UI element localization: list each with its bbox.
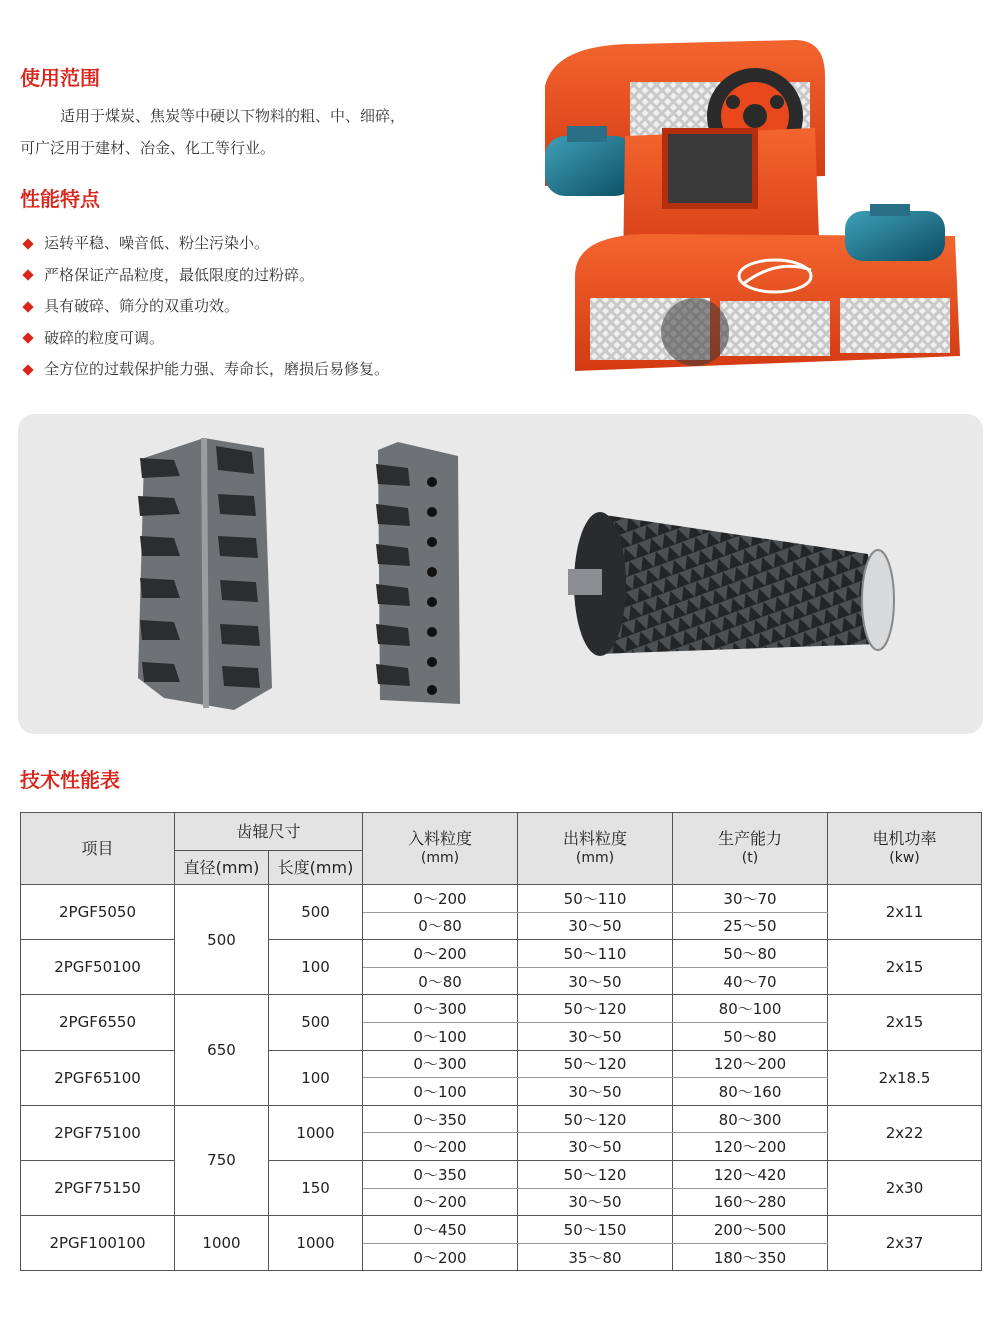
feed-cell: 0～100 xyxy=(363,1022,518,1050)
header-diameter: 直径(mm) xyxy=(175,851,269,885)
feed-cell: 0～350 xyxy=(363,1160,518,1188)
feed-cell: 0～80 xyxy=(363,912,518,940)
power-cell: 2x18.5 xyxy=(828,1050,982,1105)
feature-item xyxy=(22,291,389,323)
feed-cell: 0～200 xyxy=(363,1188,518,1216)
feed-cell: 0～350 xyxy=(363,1105,518,1133)
length-cell: 150 xyxy=(269,1160,363,1215)
diameter-cell: 650 xyxy=(175,995,269,1105)
header-capacity-label: 生产能力 xyxy=(718,829,783,848)
bullet-diamond-icon xyxy=(22,333,33,344)
capacity-cell: 120～200 xyxy=(673,1050,828,1078)
capacity-cell: 180～350 xyxy=(673,1243,828,1271)
length-cell: 1000 xyxy=(269,1105,363,1160)
toothed-roller-image xyxy=(568,494,913,669)
feature-item xyxy=(22,323,389,355)
model-name: 2PGF5050 xyxy=(21,885,175,940)
output-cell: 30～50 xyxy=(518,1188,673,1216)
output-cell: 30～50 xyxy=(518,1022,673,1050)
feature-text: 严格保证产品粒度，最低限度的过粉碎。 xyxy=(44,265,315,284)
header-capacity-unit: (t) xyxy=(741,850,759,866)
header-power-unit: (kw) xyxy=(889,850,920,866)
header-capacity xyxy=(673,813,828,885)
feature-item xyxy=(22,260,389,292)
feed-cell: 0～200 xyxy=(363,940,518,968)
roller-parts-gallery xyxy=(18,414,983,734)
feed-cell: 0～200 xyxy=(363,885,518,913)
power-cell: 2x15 xyxy=(828,995,982,1050)
table-row xyxy=(21,1050,982,1078)
capacity-cell: 160～280 xyxy=(673,1188,828,1216)
bullet-diamond-icon xyxy=(22,238,33,249)
power-cell: 2x15 xyxy=(828,940,982,995)
tooth-plate-image xyxy=(134,438,274,718)
usage-description xyxy=(20,100,490,164)
header-motor-power xyxy=(828,813,982,885)
header-roller-size: 齿辊尺寸 xyxy=(175,813,363,851)
power-cell: 2x37 xyxy=(828,1216,982,1271)
capacity-cell: 30～70 xyxy=(673,885,828,913)
model-name: 2PGF65100 xyxy=(21,1050,175,1105)
feature-text: 具有破碎、筛分的双重功效。 xyxy=(44,297,240,315)
spec-table xyxy=(20,812,982,1271)
output-cell: 35～80 xyxy=(518,1243,673,1271)
table-row xyxy=(21,940,982,968)
usage-line-1: 适用于煤炭、焦炭等中硬以下物料的粗、中、细碎， xyxy=(60,107,406,125)
length-cell: 500 xyxy=(269,885,363,940)
output-cell: 50～120 xyxy=(518,1160,673,1188)
capacity-cell: 200～500 xyxy=(673,1216,828,1244)
feed-cell: 0～200 xyxy=(363,1133,518,1161)
spec-table-title: 技术性能表 xyxy=(20,768,120,792)
diameter-cell: 750 xyxy=(175,1105,269,1215)
header-output-unit: (mm) xyxy=(575,850,615,866)
header-feed-unit: (mm) xyxy=(420,850,460,866)
length-cell: 1000 xyxy=(269,1216,363,1271)
table-row xyxy=(21,1216,982,1244)
capacity-cell: 80～160 xyxy=(673,1078,828,1106)
bullet-diamond-icon xyxy=(22,364,33,375)
output-cell: 50～150 xyxy=(518,1216,673,1244)
header-length: 长度(mm) xyxy=(269,851,363,885)
diameter-cell: 1000 xyxy=(175,1216,269,1271)
diameter-cell: 500 xyxy=(175,885,269,995)
output-cell: 50～120 xyxy=(518,1050,673,1078)
length-cell: 100 xyxy=(269,940,363,995)
power-cell: 2x30 xyxy=(828,1160,982,1215)
length-cell: 500 xyxy=(269,995,363,1050)
bullet-diamond-icon xyxy=(22,270,33,281)
output-cell: 30～50 xyxy=(518,912,673,940)
capacity-cell: 80～100 xyxy=(673,995,828,1023)
power-cell: 2x22 xyxy=(828,1105,982,1160)
feed-cell: 0～100 xyxy=(363,1078,518,1106)
capacity-cell: 50～80 xyxy=(673,940,828,968)
capacity-cell: 50～80 xyxy=(673,1022,828,1050)
bullet-diamond-icon xyxy=(22,301,33,312)
output-cell: 50～110 xyxy=(518,885,673,913)
capacity-cell: 25～50 xyxy=(673,912,828,940)
feed-cell: 0～300 xyxy=(363,995,518,1023)
table-row xyxy=(21,995,982,1023)
features-title: 性能特点 xyxy=(20,187,100,211)
capacity-cell: 40～70 xyxy=(673,967,828,995)
feed-cell: 0～80 xyxy=(363,967,518,995)
usage-title: 使用范围 xyxy=(20,66,100,90)
feed-cell: 0～450 xyxy=(363,1216,518,1244)
model-name: 2PGF6550 xyxy=(21,995,175,1050)
header-power-label: 电机功率 xyxy=(872,829,937,848)
table-row xyxy=(21,885,982,913)
table-row xyxy=(21,1105,982,1133)
table-row xyxy=(21,1160,982,1188)
model-name: 2PGF75150 xyxy=(21,1160,175,1215)
output-cell: 30～50 xyxy=(518,1078,673,1106)
feed-cell: 0～200 xyxy=(363,1243,518,1271)
feature-item xyxy=(22,228,389,260)
header-feed-size xyxy=(363,813,518,885)
feature-text: 全方位的过载保护能力强、寿命长，磨损后易修复。 xyxy=(44,360,390,378)
feature-text: 运转平稳、噪音低、粉尘污染小。 xyxy=(44,234,270,252)
capacity-cell: 80～300 xyxy=(673,1105,828,1133)
features-list xyxy=(22,228,389,386)
model-name: 2PGF50100 xyxy=(21,940,175,995)
header-item: 项目 xyxy=(21,813,175,885)
header-feed-label: 入料粒度 xyxy=(408,829,473,848)
output-cell: 50～120 xyxy=(518,995,673,1023)
power-cell: 2x11 xyxy=(828,885,982,940)
feature-text: 破碎的粒度可调。 xyxy=(44,328,165,347)
feed-cell: 0～300 xyxy=(363,1050,518,1078)
output-cell: 30～50 xyxy=(518,1133,673,1161)
output-cell: 50～110 xyxy=(518,940,673,968)
length-cell: 100 xyxy=(269,1050,363,1105)
side-tooth-plate-image xyxy=(374,442,464,707)
capacity-cell: 120～200 xyxy=(673,1133,828,1161)
output-cell: 30～50 xyxy=(518,967,673,995)
usage-line-2: 可广泛用于建材、冶金、化工等行业。 xyxy=(20,139,276,157)
output-cell: 50～120 xyxy=(518,1105,673,1133)
feature-item xyxy=(22,354,389,386)
header-output-label: 出料粒度 xyxy=(563,829,628,848)
model-name: 2PGF75100 xyxy=(21,1105,175,1160)
model-name: 2PGF100100 xyxy=(21,1216,175,1271)
header-output-size xyxy=(518,813,673,885)
crusher-machine-image xyxy=(515,36,985,381)
capacity-cell: 120～420 xyxy=(673,1160,828,1188)
